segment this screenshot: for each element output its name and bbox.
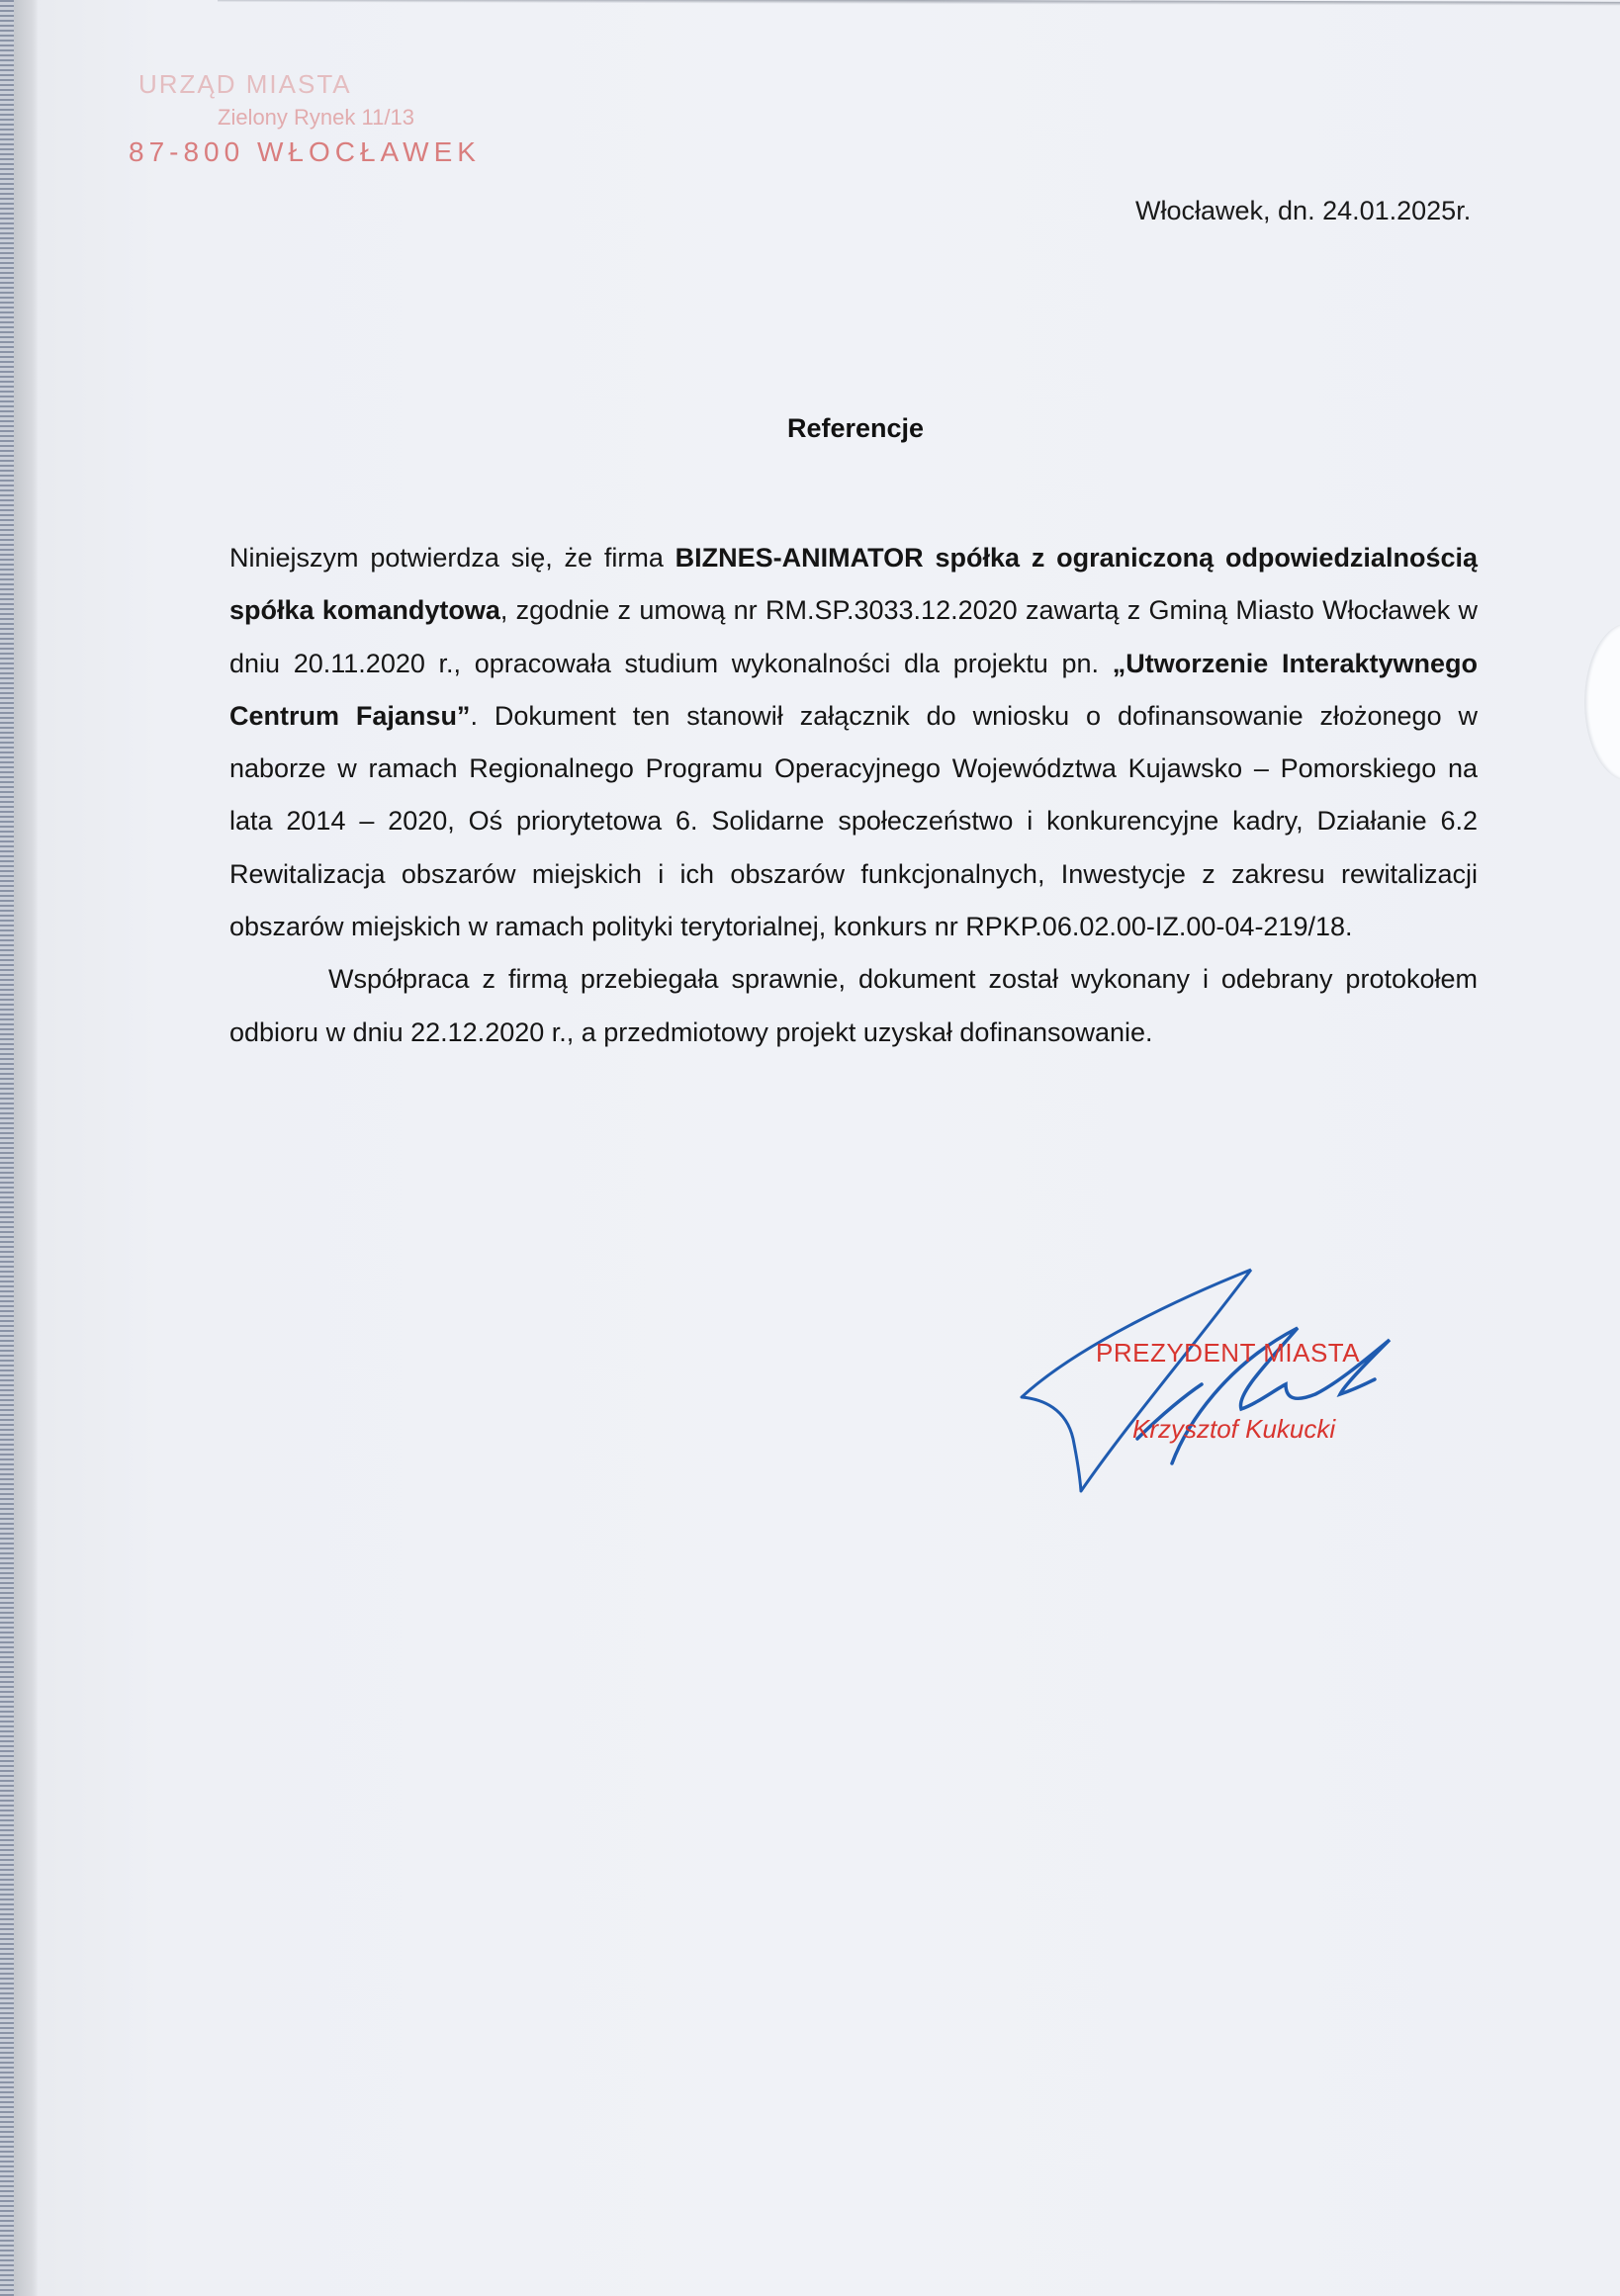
paragraph-1 bbox=[229, 532, 1478, 953]
place-date: Włocławek, dn. 24.01.2025r. bbox=[1135, 196, 1472, 225]
paragraph-2: Współpraca z firmą przebiegała sprawnie, dokument został wykonany i odebrany protokołem odbioru w dniu 22.12.2020 r., a przedmiotowy projekt uzyskał dofinansowanie. bbox=[229, 964, 1478, 1047]
stamp-line-2: Zielony Rynek 11/13 bbox=[218, 105, 414, 130]
company-name: BIZNES-ANIMATOR spółka z ograniczoną odpowiedzialnością spółka komandytowa bbox=[229, 543, 1478, 626]
stamp-line-3: 87-800 WŁOCŁAWEK bbox=[129, 136, 481, 167]
p1-text-3: . Dokument ten stanowił załącznik do wniosku o dofinansowanie złożonego w naborze w ramach Regionalnego Programu Operacyjnego Województwa Kujawsko – Pomorskiego na lata 2014 – 2020, Oś priorytetowa 6. Solidarne społeczeństwo i konkurencyjne kadry, Działanie 6.2 Rewitalizacja obszarów miejskich i ich obszarów funkcjonalnych, Inwestycje z zakresu rewitalizacji obszarów miejskich w ramach polityki terytorialnej, konkurs nr RPKP.06.02.00-IZ.00-04-219/18. bbox=[229, 700, 1478, 942]
punch-hole bbox=[1584, 623, 1620, 781]
signature-block bbox=[989, 1266, 1424, 1523]
binder-edge bbox=[0, 0, 14, 2296]
document-title: Referencje bbox=[786, 413, 925, 443]
paper-top-edge bbox=[218, 0, 1620, 6]
signatory-title: PREZYDENT MIASTA bbox=[1096, 1338, 1361, 1368]
stamp-line-1: URZĄD MIASTA bbox=[138, 69, 352, 99]
binder-shadow bbox=[14, 0, 38, 2296]
project-name: „Utworzenie Interaktywnego Centrum Fajansu” bbox=[229, 648, 1478, 731]
office-stamp bbox=[129, 69, 524, 168]
signatory-name: Krzysztof Kukucki bbox=[1132, 1414, 1336, 1444]
p1-text-2: , zgodnie z umową nr RM.SP.3033.12.2020 zawartą z Gminą Miasto Włocławek w dniu 20.11.2020 r., opracowała studium wykonalności dla projektu pn. bbox=[229, 595, 1479, 678]
p1-text-1: Niniejszym potwierdza się, że firma bbox=[229, 543, 675, 573]
handwritten-signature-icon bbox=[989, 1266, 1424, 1523]
document-body bbox=[229, 532, 1478, 1059]
